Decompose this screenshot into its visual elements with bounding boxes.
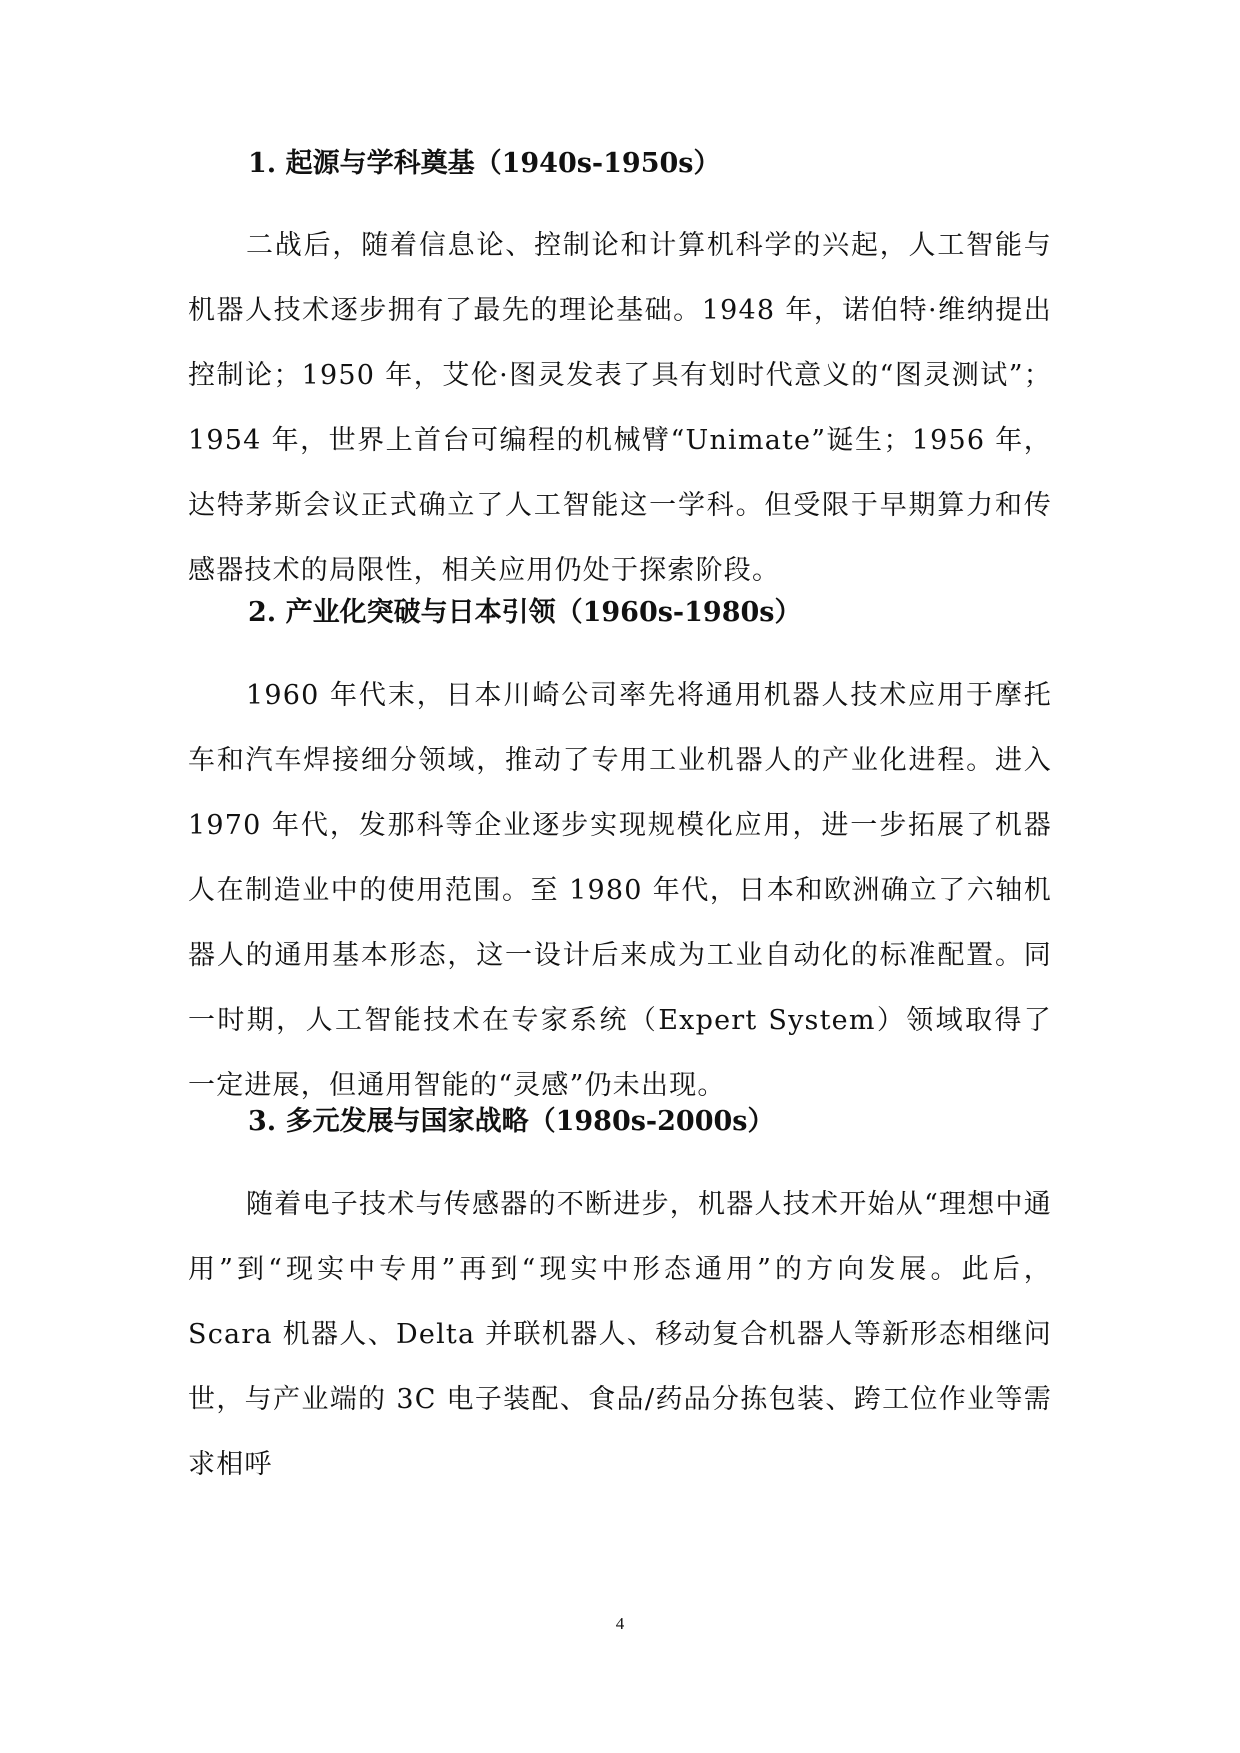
section-2-heading: 2. 产业化突破与日本引领（1960s-1980s） [248, 597, 802, 628]
section-2-paragraph: 1960 年代末，日本川崎公司率先将通用机器人技术应用于摩托车和汽车焊接细分领域，推动了专用工业机器人的产业化进程。进入 1970 年代，发那科等企业逐步实现规模化应用，进一步拓展了机器人在制造业中的使用范围。至 1980 年代，日本和欧洲确立了六轴机器人的通用基本形态，这一设计后来成为工业自动化的标准配置。同一时期，人工智能技术在专家系统（Expert System）领域取得了一定进展，但通用智能的“灵感”仍未出现。 [188, 680, 1052, 1101]
section-1-heading: 1. 起源与学科奠基（1940s-1950s） [248, 148, 721, 179]
section-3-heading: 3. 多元发展与国家战略（1980s-2000s） [248, 1106, 775, 1137]
page-number: 4 [615, 1614, 625, 1633]
section-3-paragraph: 随着电子技术与传感器的不断进步，机器人技术开始从“理想中通用”到“现实中专用”再到“现实中形态通用”的方向发展。此后，Scara 机器人、Delta 并联机器人、移动复合机器人等新形态相继问世，与产业端的 3C 电子装配、食品/药品分拣包装、跨工位作业等需求相呼 [188, 1189, 1052, 1480]
section-1-paragraph: 二战后，随着信息论、控制论和计算机科学的兴起，人工智能与机器人技术逐步拥有了最先的理论基础。1948 年，诺伯特·维纳提出控制论；1950 年，艾伦·图灵发表了具有划时代意义的“图灵测试”；1954 年，世界上首台可编程的机械臂“Unimate”诞生；1956 年，达特茅斯会议正式确立了人工智能这一学科。但受限于早期算力和传感器技术的局限性，相关应用仍处于探索阶段。 [188, 230, 1052, 586]
